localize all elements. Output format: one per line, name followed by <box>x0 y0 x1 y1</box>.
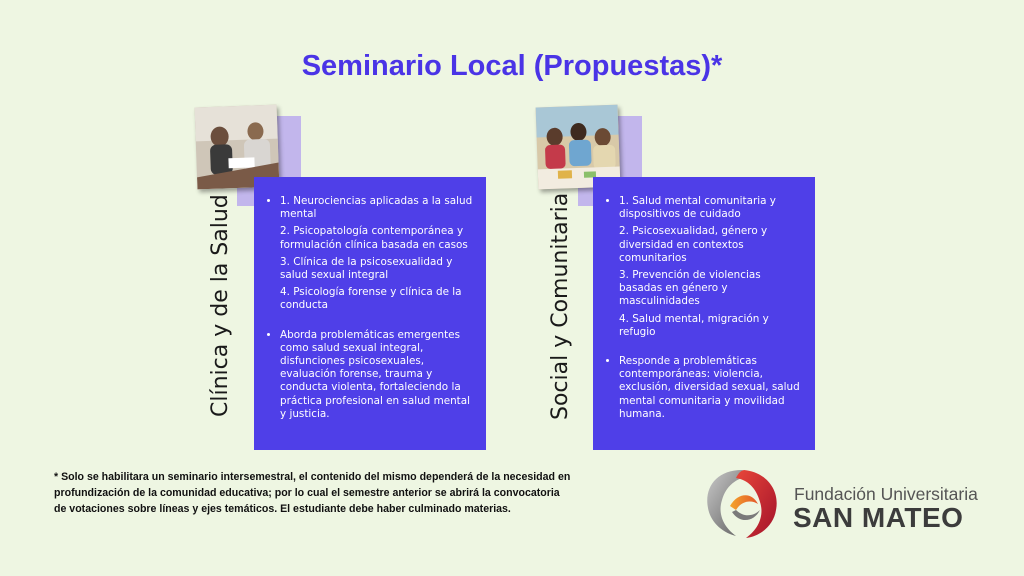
card-label-clinica: Clínica y de la Salud <box>208 194 233 418</box>
list-item <box>280 225 474 251</box>
list-item <box>619 269 803 309</box>
list-item-text: 4. Psicología forense y clínica de la conducta <box>280 286 462 312</box>
list-item-text: 1. Neurociencias aplicadas a la salud mental <box>280 195 473 221</box>
logo-line1: Fundación Universitaria <box>794 484 978 504</box>
list-item <box>280 195 474 221</box>
card-label-social: Social y Comunitaria <box>548 192 573 420</box>
list-item <box>280 329 474 421</box>
card-note: Responde a problemáticas contemporáneas: violencia, exclusión, diversidad sexual, salud mental comunitaria y movilidad humana. <box>619 355 800 420</box>
list-item <box>619 313 803 339</box>
card-note: Aborda problemáticas emergentes como salud sexual integral, disfunciones psicosexuales, evaluación forense, trauma y conducta violenta, fortaleciendo la práctica profesional en salud mental y justicia. <box>280 328 470 420</box>
list-item <box>280 286 474 312</box>
logo-mark-icon <box>702 466 784 542</box>
content-box-clinica <box>254 177 486 450</box>
content-box-social <box>593 177 815 450</box>
list-item-text: 3. Prevención de violencias basadas en género y masculinidades <box>619 269 761 308</box>
footnote: * Solo se habilitara un seminario intersemestral, el contenido del mismo dependerá de la necesidad en profundización de la comunidad educativa; por lo cual el semestre anterior se abrirá la convocatoria de votaciones sobre líneas y ejes temáticos. El estudiante debe haber culminado materias. <box>54 471 571 515</box>
list-item-text: 2. Psicopatología contemporánea y formulación clínica basada en casos <box>280 225 468 251</box>
logo-line2: SAN MATEO <box>793 502 964 533</box>
list-item-text: 2. Psicosexualidad, género y diversidad en contextos comunitarios <box>619 225 768 264</box>
list-item <box>619 225 803 265</box>
logo <box>702 466 982 542</box>
list-item <box>619 355 803 421</box>
list-item-text: 3. Clínica de la psicosexualidad y salud sexual integral <box>280 255 453 282</box>
list-item-text: 1. Salud mental comunitaria y dispositivos de cuidado <box>619 195 776 221</box>
list-item-text: 4. Salud mental, migración y refugio <box>619 312 769 338</box>
page-title: Seminario Local (Propuestas)* <box>301 50 723 82</box>
list-item <box>280 256 474 282</box>
list-item <box>619 195 803 221</box>
